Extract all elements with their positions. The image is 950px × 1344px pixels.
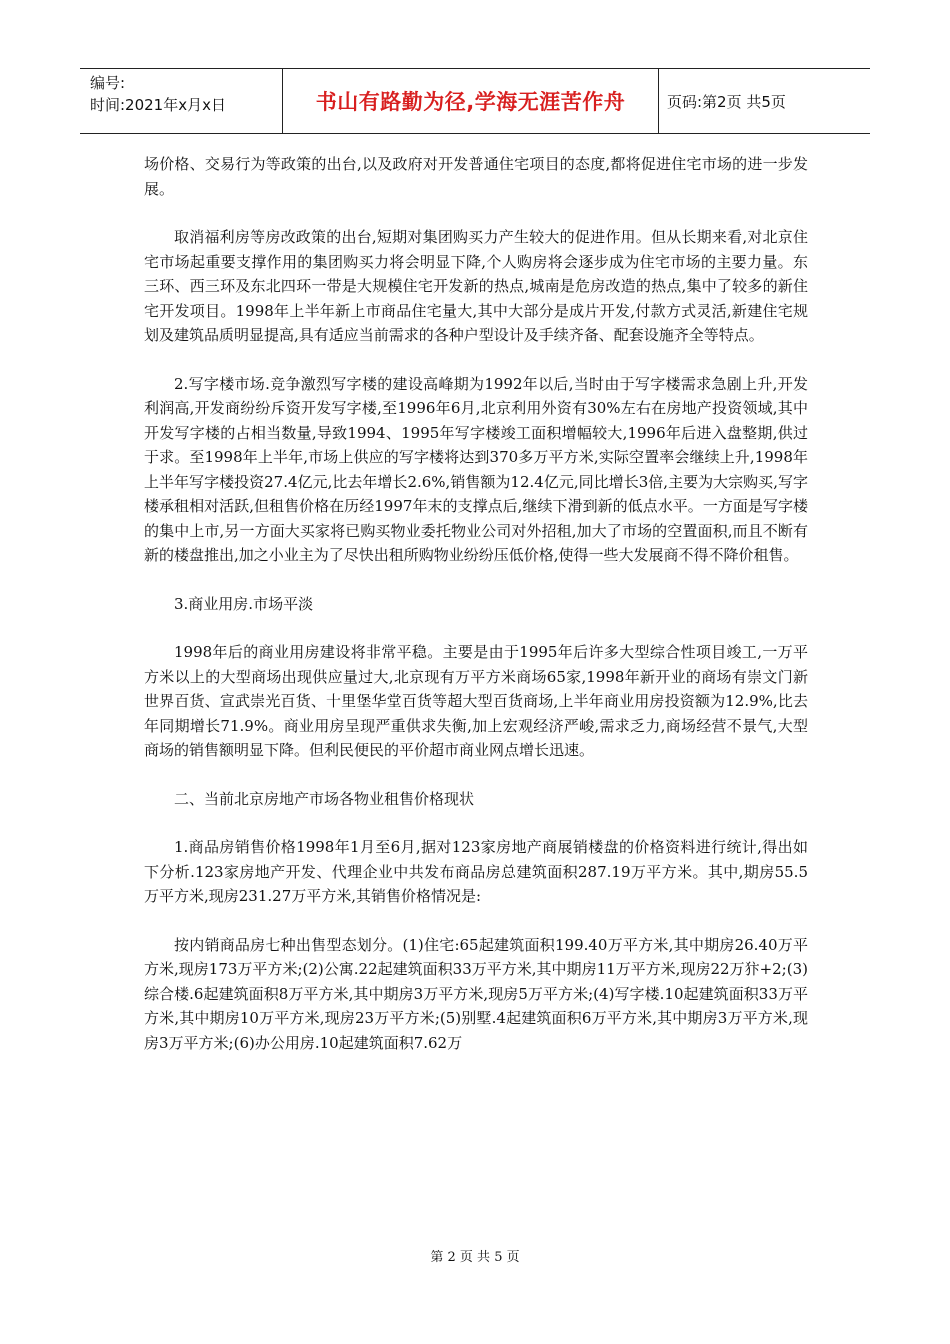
section-heading: 3.商业用房.市场平淡	[174, 594, 314, 613]
document-number-label: 编号:	[90, 74, 126, 92]
paragraph: 场价格、交易行为等政策的出台,以及政府对开发普通住宅项目的态度,都将促进住宅市场的进一步发展。	[144, 155, 808, 198]
paragraph: 1998年后的商业用房建设将非常平稳。主要是由于1995年后许多大型综合性项目竣工,一万平方米以上的大型商场出现供应量过大,北京现有万平方米商场65家,1998年新开业的商场有崇文门新世界百货、宣武崇光百货、十里堡华堂百货等超大型百货商场,上半年商业用房投资额为12.9%,比去年同期增长71.9%。商业用房呈现严重供求失衡,加上宏观经济严峻,需求乏力,商场经营不景气,大型商场的销售额明显下降。但利民便民的平价超市商业网点增长迅速。	[144, 643, 808, 759]
document-date-label: 时间:2021年x月x日	[90, 96, 226, 114]
document-body	[144, 152, 808, 1079]
paragraph: 1.商品房销售价格1998年1月至6月,据对123家房地产商展销楼盘的价格资料进行统计,得出如下分析.123家房地产开发、代理企业中共发布商品房总建筑面积287.19万平方米。其中,期房55.5万平方米,现房231.27万平方米,其销售价格情况是:	[144, 838, 808, 905]
header-page-info: 页码:第2页 共5页	[667, 92, 786, 111]
paragraph: 按内销商品房七种出售型态划分。(1)住宅:65起建筑面积199.40万平方米,其中期房26.40万平方米,现房173万平方米;(2)公寓.22起建筑面积33万平方米,其中期房11万平方米,现房22万犿+2;(3)综合楼.6起建筑面积8万平方米,其中期房3万平方米,现房5万平方米;(4)写字楼.10起建筑面积33万平方米,其中期房10万平方米,现房23万平方米;(5)别墅.4起建筑面积6万平方米,其中期房3万平方米,现房3万平方米;(6)办公用房.10起建筑面积7.62万	[144, 935, 808, 1052]
paragraph: 2.写字楼市场.竞争激烈写字楼的建设高峰期为1992年以后,当时由于写字楼需求急剧上升,开发利润高,开发商纷纷斥资开发写字楼,至1996年6月,北京利用外资有30%左右在房地产投资领域,其中开发写字楼的占相当数量,导致1994、1995年写字楼竣工面积增幅较大,1996年后进入盘整期,供过于求。至1998年上半年,市场上供应的写字楼将达到370多万平方米,实际空置率会继续上升,1998年上半年写字楼投资27.4亿元,比去年增长2.6%,销售额为12.4亿元,同比增长3倍,主要为大宗购买,写字楼承租相对活跃,但租售价格在历经1997年末的支撑点后,继续下滑到新的低点水平。一方面是写字楼的集中上市,另一方面大买家将已购买物业委托物业公司对外招租,加大了市场的空置面积,而且不断有新的楼盘推出,加之小业主为了尽快出租所购物业纷纷压低价格,使得一些大发展商不得不降价租售。	[144, 374, 808, 564]
paragraph: 取消福利房等房改政策的出台,短期对集团购买力产生较大的促进作用。但从长期来看,对北京住宅市场起重要支撑作用的集团购买力将会明显下降,个人购房将会逐步成为住宅市场的主要力量。东三环、西三环及东北四环一带是大规模住宅开发新的热点,城南是危房改造的热点,集中了较多的新住宅开发项目。1998年上半年新上市商品住宅量大,其中大部分是成片开发,付款方式灵活,新建住宅规划及建筑品质明显提高,具有适应当前需求的各种户型设计及手续齐备、配套设施齐全等特点。	[144, 228, 808, 344]
page-header	[80, 68, 870, 134]
header-meta	[80, 69, 283, 133]
page-footer: 第 2 页 共 5 页	[430, 1250, 520, 1265]
section-heading: 二、当前北京房地产市场各物业租售价格现状	[174, 789, 475, 808]
header-motto: 书山有路勤为径,学海无涯苦作舟	[283, 69, 659, 133]
